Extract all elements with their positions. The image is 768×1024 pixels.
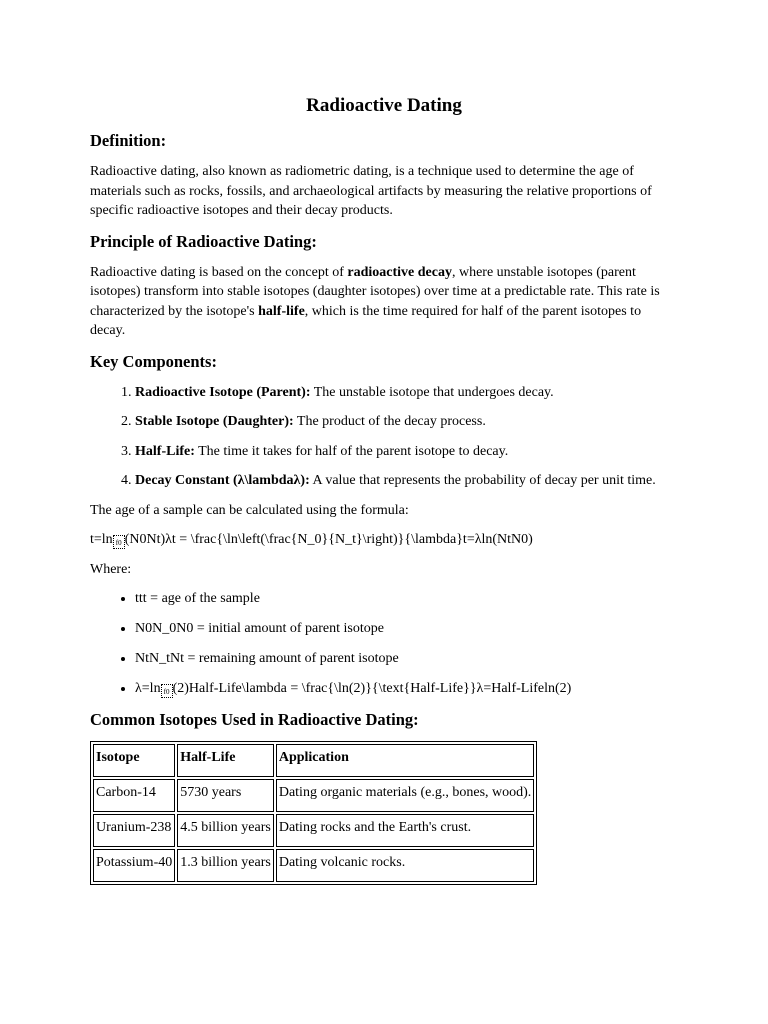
list-item (135, 412, 678, 432)
definition-text: Radioactive dating, also known as radiometric dating, is a technique used to determine the age of materials such as rocks, fossils, and archaeological artifacts by measuring the relative proportions of specific radioactive isotopes and their decay products. (90, 164, 652, 218)
age-formula (90, 530, 678, 550)
isotopes-heading: Common Isotopes Used in Radioactive Dating: (90, 710, 419, 729)
isotopes-table (90, 741, 537, 885)
table-row (93, 779, 534, 812)
component-label: Stable Isotope (Daughter): (135, 414, 294, 429)
definition-heading: Definition: (90, 131, 167, 150)
column-header: Application (276, 744, 534, 777)
formula-part: t=ln (90, 532, 113, 547)
where-list (90, 589, 678, 699)
component-label: Radioactive Isotope (Parent): (135, 384, 311, 400)
principle-bold-term: half-life (258, 303, 305, 319)
list-item (135, 679, 678, 699)
key-components-list (90, 383, 678, 491)
missing-glyph-icon: f0 (113, 535, 125, 549)
table-cell: 4.5 billion years (177, 814, 274, 847)
formula-intro: The age of a sample can be calculated using the formula: (90, 502, 409, 518)
principle-text-part: Radioactive dating is based on the concept of (90, 264, 348, 280)
list-item (135, 442, 678, 462)
component-text: The unstable isotope that undergoes decay. (310, 384, 554, 400)
principle-heading: Principle of Radioactive Dating: (90, 231, 317, 251)
component-label: Decay Constant (λ\lambdaλ): (135, 473, 310, 488)
list-item: • N0N_0N0 = initial amount of parent isotope (135, 619, 678, 639)
column-header: Isotope (93, 744, 175, 777)
table-cell: Uranium-238 (93, 814, 175, 847)
formula-part: λ=ln (135, 681, 161, 696)
table-cell: Potassium-40 (93, 849, 175, 882)
table-cell: Dating volcanic rocks. (276, 849, 534, 882)
formula-part: (2)Half-Life\lambda = \frac{\ln(2)}{\text{Half-Life}}λ=Half-Lifeln(2) (172, 681, 572, 696)
table-cell: 1.3 billion years (177, 849, 274, 882)
missing-glyph-icon: f0 (161, 684, 173, 698)
list-item: • ttt = age of the sample (135, 589, 678, 609)
table-header-row (93, 744, 534, 777)
component-text: The product of the decay process. (293, 414, 486, 429)
page-title: Radioactive Dating (306, 95, 462, 116)
table-cell: Dating rocks and the Earth's crust. (276, 814, 534, 847)
table-row (93, 814, 534, 847)
principle-bold-term: radioactive decay (347, 264, 452, 280)
component-text: The time it takes for half of the parent isotope to decay. (194, 443, 509, 459)
principle-text-part: , where unstable isotopes (parent isotopes) transform into stable isotopes (daughter isotopes) over time at a predictable rate. This rate is characterized by the isotope's (90, 264, 660, 319)
list-item: • NtN_tNt = remaining amount of parent isotope (135, 649, 678, 669)
list-item (135, 383, 678, 403)
formula-part: (N0Nt)λt = \frac{\ln\left(\frac{N_0}{N_t}\right)}{\lambda}t=λln(NtN0) (124, 532, 533, 547)
component-label: Half-Life: (135, 443, 195, 459)
list-item (135, 471, 678, 491)
table-cell: Carbon-14 (93, 779, 175, 812)
table-cell: Dating organic materials (e.g., bones, wood). (276, 779, 534, 812)
component-text: A value that represents the probability of decay per unit time. (309, 473, 656, 488)
column-header: Half-Life (177, 744, 274, 777)
principle-text (90, 263, 678, 341)
table-cell: 5730 years (177, 779, 274, 812)
key-components-heading: Key Components: (90, 351, 217, 371)
where-label: Where: (90, 561, 132, 577)
principle-text-part: , which is the time required for half of the parent isotopes to decay. (90, 303, 642, 338)
table-row (93, 849, 534, 882)
